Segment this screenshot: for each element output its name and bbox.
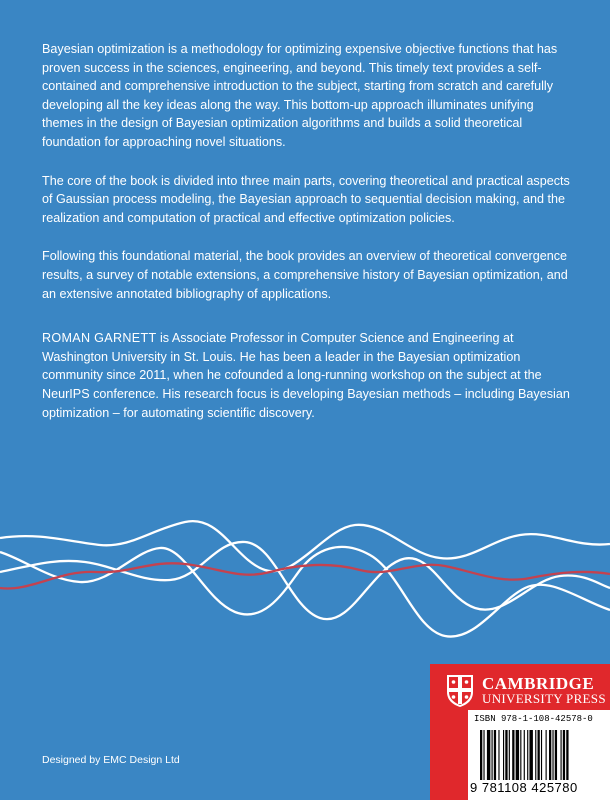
barcode-bar	[498, 730, 499, 780]
barcode-bar	[492, 730, 493, 780]
barcode-bar	[503, 730, 504, 780]
barcode-bar	[494, 730, 496, 780]
barcode-bar	[483, 730, 484, 780]
blurb-paragraph-3: Following this foundational material, the book provides an overview of theoretical convergence results, a survey of notable extensions, a comprehensive history of Bayesian optimization, and an extensive annotated bibliography of applications.	[42, 249, 568, 301]
barcode-bar	[529, 730, 532, 780]
author-bio-text: is Associate Professor in Computer Science and Engineering at Washington University in St. Louis. He has been a leader in the Bayesian optimization community since 2011, when he cofounded a long-running workshop on the subject at the NeurIPS conference. His research focus is developing Bayesian methods – including Bayesian optimization – for automating scientific discovery.	[42, 331, 570, 420]
author-bio	[42, 329, 572, 422]
blurb-paragraph-1: Bayesian optimization is a methodology for optimizing expensive objective functions that has proven success in the sciences, engineering, and beyond. This timely text provides a self-contained and comprehensive introduction to the subject, starting from scratch and carefully developing all the key ideas along the way. This bottom-up approach illuminates unifying themes in the design of Bayesian optimization algorithms and builds a solid theoretical foundation for approaching novel situations.	[42, 42, 558, 149]
publisher-panel	[430, 664, 610, 800]
barcode-box	[468, 710, 610, 800]
barcode-bar	[480, 730, 482, 780]
barcode-bar	[512, 730, 514, 780]
gaussian-process-waves	[0, 500, 610, 670]
barcode-bar	[527, 730, 528, 780]
barcode-bar	[563, 730, 565, 780]
barcode-bar	[535, 730, 536, 780]
blurb	[42, 40, 572, 442]
barcode-bar	[541, 730, 542, 780]
publisher-name-line-2: UNIVERSITY PRESS	[482, 691, 606, 706]
publisher-name-line-1: CAMBRIDGE	[482, 674, 595, 693]
barcode-bar	[509, 730, 510, 780]
barcode-digits: 9 781108 425780	[470, 780, 578, 795]
barcode-bar	[555, 730, 557, 780]
isbn-label: ISBN 978-1-108-42578-0	[474, 714, 593, 724]
wave-line-white-3	[0, 547, 610, 637]
barcode-bar	[549, 730, 551, 780]
barcode-bar	[520, 730, 521, 780]
author-name: ROMAN GARNETT	[42, 331, 157, 346]
barcode-bar	[505, 730, 507, 780]
wave-line-red	[0, 563, 610, 588]
cambridge-shield-icon	[446, 674, 474, 708]
barcode-icon	[480, 730, 604, 780]
barcode-bar	[546, 730, 547, 780]
barcode-bar	[538, 730, 540, 780]
barcode-bar	[487, 730, 490, 780]
barcode-bar	[516, 730, 519, 780]
barcode-bar	[561, 730, 562, 780]
designer-credit: Designed by EMC Design Ltd	[42, 754, 180, 766]
barcode-bar	[552, 730, 553, 780]
barcode-bar	[524, 730, 525, 780]
publisher-name	[482, 676, 606, 706]
publisher-logo	[446, 674, 606, 708]
barcode-bar	[566, 730, 568, 780]
blurb-paragraph-2: The core of the book is divided into three main parts, covering theoretical and practical aspects of Gaussian process modeling, the Bayesian approach to sequential decision making, and the realization and computation of practical and effective optimization policies.	[42, 173, 570, 225]
